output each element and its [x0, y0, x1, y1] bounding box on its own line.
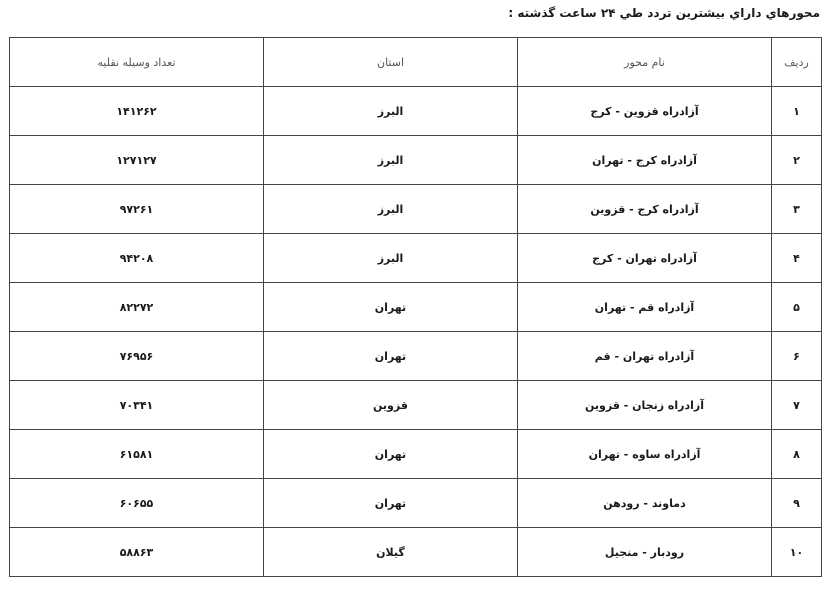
- row-road-name: دماوند - رودهن: [518, 479, 772, 528]
- row-index: ۹: [772, 479, 822, 528]
- row-vehicle-count: ۷۶۹۵۶: [10, 332, 264, 381]
- table-row: [10, 234, 822, 283]
- row-province: البرز: [264, 136, 518, 185]
- row-index: ۴: [772, 234, 822, 283]
- row-road-name: آزادراه کرج - قزوین: [518, 185, 772, 234]
- row-vehicle-count: ۵۸۸۶۳: [10, 528, 264, 577]
- traffic-table: [9, 37, 822, 577]
- row-road-name: آزادراه قم - تهران: [518, 283, 772, 332]
- table-row: [10, 136, 822, 185]
- row-index: ۲: [772, 136, 822, 185]
- row-road-name: رودبار - منجیل: [518, 528, 772, 577]
- row-index: ۵: [772, 283, 822, 332]
- table-row: [10, 87, 822, 136]
- table-row: [10, 332, 822, 381]
- row-province: تهران: [264, 479, 518, 528]
- row-vehicle-count: ۶۰۶۵۵: [10, 479, 264, 528]
- row-vehicle-count: ۸۲۲۷۲: [10, 283, 264, 332]
- row-road-name: آزادراه ساوه - تهران: [518, 430, 772, 479]
- table-row: [10, 430, 822, 479]
- row-road-name: آزادراه تهران - کرج: [518, 234, 772, 283]
- row-vehicle-count: ۱۲۷۱۲۷: [10, 136, 264, 185]
- header-vehicle-count: تعداد وسیله نقلیه: [10, 38, 264, 87]
- table-row: [10, 283, 822, 332]
- row-province: البرز: [264, 185, 518, 234]
- table-row: [10, 381, 822, 430]
- row-index: ۱۰: [772, 528, 822, 577]
- table-header-row: [10, 38, 822, 87]
- table-row: [10, 185, 822, 234]
- row-vehicle-count: ۷۰۳۴۱: [10, 381, 264, 430]
- header-province: استان: [264, 38, 518, 87]
- row-index: ۶: [772, 332, 822, 381]
- row-vehicle-count: ۹۷۲۶۱: [10, 185, 264, 234]
- row-vehicle-count: ۹۴۲۰۸: [10, 234, 264, 283]
- row-index: ۱: [772, 87, 822, 136]
- row-road-name: آزادراه قزوین - کرج: [518, 87, 772, 136]
- table-caption: محورهاي داراي بيشترين تردد طي ۲۴ ساعت گذشته :: [508, 6, 820, 20]
- row-index: ۷: [772, 381, 822, 430]
- row-province: تهران: [264, 283, 518, 332]
- row-province: البرز: [264, 234, 518, 283]
- row-province: قزوین: [264, 381, 518, 430]
- header-road-name: نام محور: [518, 38, 772, 87]
- table-row: [10, 528, 822, 577]
- header-index: رديف: [772, 38, 822, 87]
- row-province: گیلان: [264, 528, 518, 577]
- table-row: [10, 479, 822, 528]
- row-road-name: آزادراه تهران - قم: [518, 332, 772, 381]
- row-road-name: آزادراه زنجان - قزوین: [518, 381, 772, 430]
- row-vehicle-count: ۱۴۱۲۶۲: [10, 87, 264, 136]
- row-index: ۸: [772, 430, 822, 479]
- row-province: تهران: [264, 332, 518, 381]
- row-province: تهران: [264, 430, 518, 479]
- row-vehicle-count: ۶۱۵۸۱: [10, 430, 264, 479]
- row-road-name: آزادراه کرج - تهران: [518, 136, 772, 185]
- row-index: ۳: [772, 185, 822, 234]
- row-province: البرز: [264, 87, 518, 136]
